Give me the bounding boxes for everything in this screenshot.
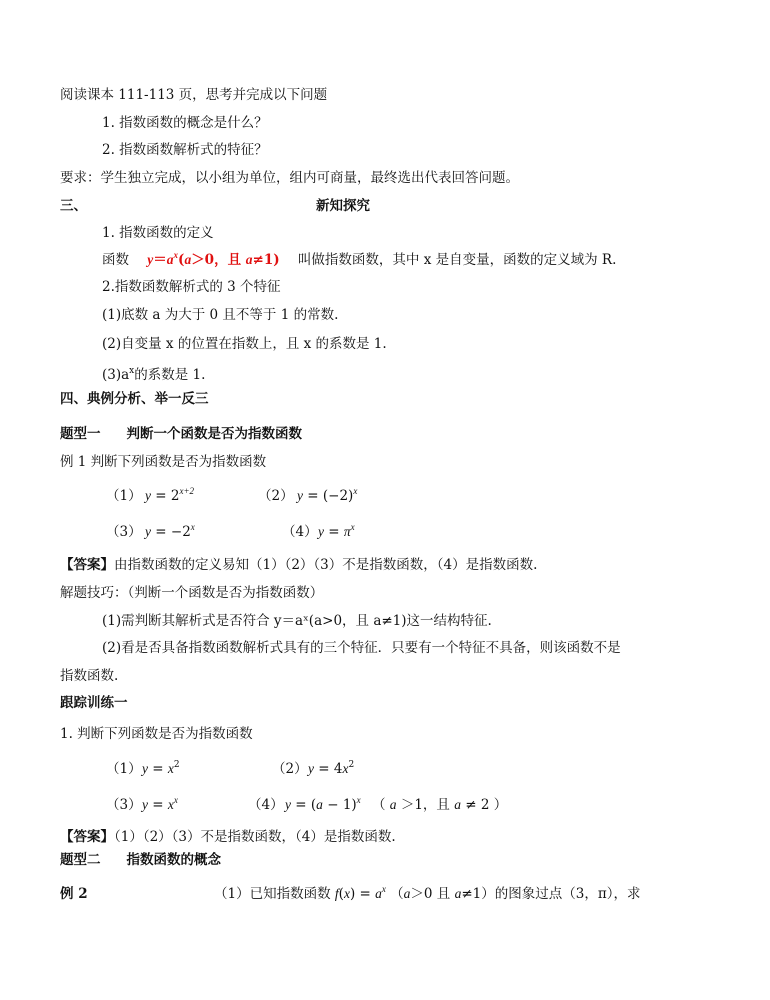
section-3-title: 新知探究 (316, 198, 370, 214)
tr-condition: （ a ＞1，且 a ≠ 2 ） (372, 797, 508, 813)
ex1-formula-3: $y = -2^x$ (145, 522, 195, 540)
ex1-formula-4: $y = \pi^x$ (318, 522, 355, 540)
ex1-item-1-label: （1） (106, 488, 142, 504)
tip-2-cont: 指数函数. (60, 668, 119, 684)
ex1-formula-2: $y = (-2)^x$ (297, 486, 358, 504)
intro-line: 阅读课本 111-113 页，思考并完成以下问题 (60, 87, 328, 103)
ex1-item-3-label: （3） (106, 524, 142, 540)
type-2-heading: 题型二 指数函数的概念 (60, 852, 221, 868)
tracking-title: 跟踪训练一 (60, 695, 128, 711)
definition-line (102, 251, 616, 269)
type-1-heading: 题型一 判断一个函数是否为指数函数 (60, 426, 302, 442)
feature-2: (2)自变量 x 的位置在指数上，且 x 的系数是 1. (102, 336, 387, 352)
feature-1: (1)底数 a 为大于 0 且不等于 1 的常数. (102, 307, 339, 323)
definition-post: 叫做指数函数，其中 x 是自变量，函数的定义域为 R. (297, 252, 617, 268)
answer-1: 【答案】由指数函数的定义易知（1）（2）（3）不是指数函数，（4）是指数函数. (60, 557, 538, 573)
definition-pre: 函数 (102, 252, 129, 268)
tr-item-2-label: （2） (272, 761, 308, 777)
question-1: 1. 指数函数的概念是什么？ (102, 115, 268, 131)
section-4-title: 四、典例分析、举一反三 (60, 391, 209, 407)
question-2: 2. 指数函数解析式的特征？ (102, 142, 268, 158)
features-heading: 2.指数函数解析式的 3 个特征 (102, 279, 281, 295)
tr-formula-1: $y = x^2$ (142, 760, 180, 777)
feature-3: $(3)a^x$的系数是 1. (102, 366, 206, 383)
answer-2: 【答案】（1）（2）（3）不是指数函数，（4）是指数函数. (60, 829, 396, 845)
tip-2: (2)看是否具备指数函数解析式具有的三个特征．只要有一个特征不具备，则该函数不是 (102, 640, 621, 656)
tr-item-1-label: （1） (106, 761, 142, 777)
tr-item-4-label: （4） (248, 797, 284, 813)
definition-heading: 1. 指数函数的定义 (102, 225, 214, 241)
tip-1: (1)需判断其解析式是否符合 y＝aˣ(a>0，且 a≠1)这一结构特征. (102, 613, 492, 629)
tr-formula-4: $y = (a - 1)^x$ (285, 795, 361, 813)
tips-heading: 解题技巧：（判断一个函数是否为指数函数） (60, 585, 324, 601)
requirement: 要求：学生独立完成，以小组为单位，组内可商量，最终选出代表回答问题。 (60, 170, 519, 186)
ex1-item-4-label: （4） (282, 524, 318, 540)
definition-formula: $y=a^x(a>0$，且 a≠1) (147, 250, 280, 268)
example-2-label: 例 2 (60, 886, 88, 902)
tr-item-3-label: （3） (106, 797, 142, 813)
example-2-text: （1）已知指数函数 $f(x) = a^x$ （a＞0 且 a≠1）的图象过点（3，π），求 (214, 884, 641, 902)
example-1-heading: 例 1 判断下列函数是否为指数函数 (60, 454, 267, 470)
tracking-heading: 1. 判断下列函数是否为指数函数 (60, 726, 253, 742)
ex1-formula-1: $y = 2^{x+2}$ (145, 486, 195, 504)
ex1-item-2-label: （2） (258, 488, 294, 504)
tr-formula-3: $y = x^x$ (142, 795, 178, 813)
section-3-number: 三、 (60, 198, 87, 214)
tr-formula-2: $y = 4x^2$ (308, 760, 355, 777)
